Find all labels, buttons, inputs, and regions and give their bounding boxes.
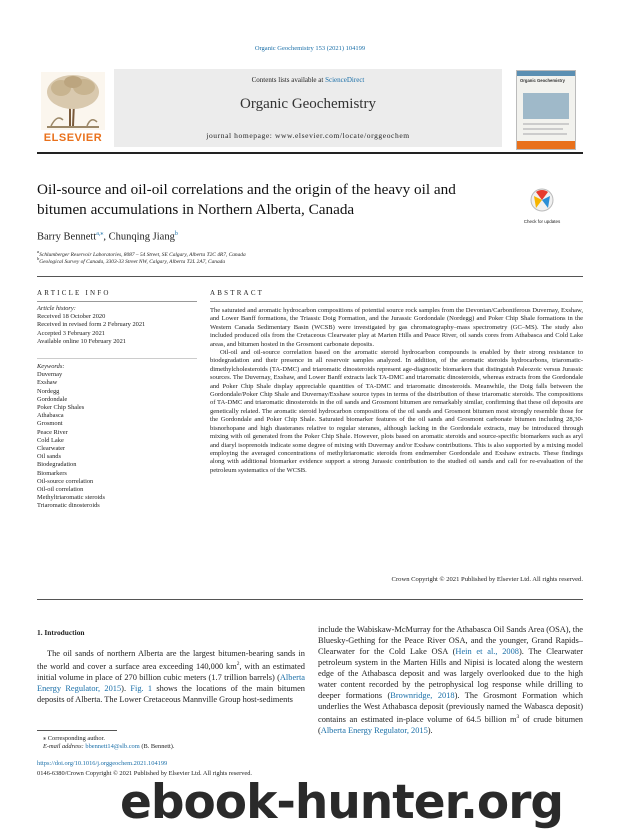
email-link[interactable]: bbennett14@slb.com xyxy=(85,743,140,750)
section-rule xyxy=(37,301,197,302)
contents-line: Contents lists available at ScienceDirect xyxy=(251,76,365,84)
body-paragraph: The oil sands of northern Alberta are the largest bitumen-bearing sands in the world and cover a surface area exceeding 140,000 $km^2$, with an estimated initial volume in place of 270 billion cubic meters (1.7 trillion barrels) (Alberta Energy Regulator, 2015). Fig. 1 shows the locations of the main bitumen deposits of Alberta. The Lower Cretaceous Mannville Group host-sediments xyxy=(37,649,305,704)
author-name: Barry Bennett xyxy=(37,231,97,243)
check-for-updates-button[interactable] xyxy=(523,188,561,224)
abstract-heading: ABSTRACT xyxy=(210,289,265,297)
keyword-item: Methyltriaromatic steroids xyxy=(37,494,105,502)
journal-reference-link[interactable]: Organic Geochemistry 153 (2021) 104199 xyxy=(254,45,366,52)
keyword-item: Exshaw xyxy=(37,379,58,387)
journal-homepage: journal homepage: www.elsevier.com/locate/orggeochem xyxy=(206,131,410,140)
sciencedirect-link[interactable]: ScienceDirect xyxy=(325,76,365,84)
crossmark-label: Check for updates xyxy=(523,219,561,224)
keyword-item: Nordegg xyxy=(37,387,60,395)
citation-link[interactable]: Hein et al., 2008 xyxy=(455,647,519,656)
author-marks[interactable]: a,⁎ xyxy=(96,231,104,237)
citation-link[interactable]: Brownridge, 2018 xyxy=(390,691,455,700)
abstract-rule xyxy=(37,599,583,600)
introduction-heading: 1. Introduction xyxy=(37,628,85,637)
history-entry: Received in revised form 2 February 2021 xyxy=(37,321,146,329)
elsevier-logo xyxy=(37,70,109,146)
history-label: Article history: xyxy=(37,305,76,312)
cover-title: Organic Geochemistry xyxy=(520,78,565,83)
elsevier-wordmark: ELSEVIER xyxy=(43,132,103,144)
cover-line xyxy=(523,133,567,135)
keyword-item: Clearwater xyxy=(37,445,66,453)
body-column-left xyxy=(37,648,305,705)
keyword-item: Peace River xyxy=(37,428,68,436)
abstract-paragraph: Oil-oil and oil-source correlation based on the aromatic steroid hydrocarbon compounds is enabled by their strong resistance to biodegradation and their presence in all reservoir samples analyzed. In addition, of the aromatic steroids hydrocarbons, triaromatic-dimethylcholesteroids (TA-DMC) and triaromatic dinosteroids represent age-diagnostic biomarkers that distinguish Paleozoic versus Jurassic sources. The Duvernay, Exshaw, and Lower Banff extracts lack TA-DMC and triaromatic dinosteroids, whereas extracts from the Gordondale and Poker Chip Shale display appreciable quantities of TA-DMC and triaromatic dinosteroids. Meanwhile, the Doig falls between the Gordondale/Poker Chip Shale and Duvernay/Exshaw source types in terms of the distribution of these triaromatic steroids. The compositions of TA-DMC and triaromatic dinosteroids in the oil sands and Grosmont bitumen are remarkably similar, confirming that these oil deposits are genetically related. The aromatic steroid hydrocarbon compositions of the oil sands and Grosmont bitumen most strongly resemble those for the Gordondale and Poker Chip Shale. Saturated biomarker features of the oil sands and Grosmont carbonate bitumen including 28,30-bisnorhopane and high diasteranes relative to regular steranes, although lacking in the Gordondale extracts, may be introduced through mixing with oil generated from the Poker Chip Shale. However, plots based on aromatic steroids and source-specific biomarkers such as aryl and diaryl isoprenoids indicate some degree of mixing with Duvernay and/or Exshaw contributions. This is also supported by a mixing model employing the averaged concentrations of methyltriaromatic steroids from endmember Gordondale and Exshaw extracts. These findings along with additional biomarker evidence support a strong Jurassic contribution to the studied oil sands and call for re-evaluation of the petroleum systematics of the WCSB. xyxy=(210,349,583,474)
body-column-right xyxy=(318,624,583,736)
abstract-paragraph: The saturated and aromatic hydrocarbon compositions of potential source rock samples from the Devonian/Carboniferous Duvernay, Exshaw, and Lower Banff formations, the Triassic Doig Formation, and the Jurassic Gordondale (Nordegg) and Poker Chip Shale formations in the Western Canada Sedimentary Basin (WCSB) were investigated by gas chromatography–mass spectrometry (GC–MS). The study also included produced oils from the Cretaceous Clearwater play at Marten Hills and Peace River, oil sands cores from Athabasca and Cold Lake areas, and bitumen hosted in the Grosmont carbonate deposits. xyxy=(210,307,583,348)
cover-band xyxy=(517,71,575,76)
citation-link[interactable]: Alberta Energy Regulator, 2015 xyxy=(37,672,305,693)
journal-name: Organic Geochemistry xyxy=(240,96,376,112)
author-marks[interactable]: b xyxy=(174,231,178,237)
history-entry: Available online 10 February 2021 xyxy=(37,337,126,345)
keyword-item: Oil sands xyxy=(37,453,61,461)
keyword-item: Cold Lake xyxy=(37,436,64,444)
cover-image xyxy=(523,93,569,119)
affiliation: $^a$Schlumberger Reservoir Laboratories, 8087 – 54 Street, SE Calgary, Alberta T2C 4R7, Canada xyxy=(37,249,246,258)
body-paragraph: include the Wabiskaw-McMurray for the Athabasca Oil Sands Area (OSA), the Bluesky-Gething for the Peace River OSA, and the younger, Grand Rapids–Clearwater for the Cold Lake OSA (Hein et al., 2008). The Clearwater petroleum system in the Marten Hills and Nipisi is located along the western edge of the Athabasca deposit and was largely overlooked due to the high water content recorded by the petrophysical log response while drilling to deeper formations (Brownridge, 2018). The Grosmont Formation which underlies the West Athabasca deposit (previously named the Wabasca deposit) contains an estimated in-place volume of 64.5 billion $m^3$ of crude bitumen (Alberta Energy Regulator, 2015). xyxy=(318,625,584,735)
footnote-rule xyxy=(37,730,117,731)
journal-cover-thumbnail xyxy=(516,70,576,150)
author-name: Chunqing Jiang xyxy=(108,231,175,243)
doi-link[interactable]: https://doi.org/10.1016/j.orggeochem.2021.104199 xyxy=(37,760,168,767)
history-entry: Accepted 3 February 2021 xyxy=(37,329,105,337)
keyword-item: Athabasca xyxy=(37,412,64,420)
keywords-label: Keywords: xyxy=(37,363,65,370)
abstract-text xyxy=(210,307,583,475)
author-list: Barry Bennett$^{a,⁎}$, Chunqing Jiang$^b$ xyxy=(37,231,178,243)
article-title: Oil-source and oil-oil correlations and the origin of the heavy oil and bitumen accumulations in Northern Alberta, Canada xyxy=(37,181,456,218)
figure-link[interactable]: Fig. 1 xyxy=(130,683,153,693)
keyword-item: Oil-source correlation xyxy=(37,477,94,485)
section-rule xyxy=(210,301,583,302)
affiliation-rule xyxy=(37,276,583,277)
affiliation: $^b$Geological Survey of Canada, 3303-33 Street NW, Calgary, Alberta T2L 2A7, Canada xyxy=(37,256,226,265)
keyword-item: Biodegradation xyxy=(37,461,77,469)
article-history xyxy=(37,305,197,346)
history-entry: Received 18 October 2020 xyxy=(37,313,106,321)
keywords-block xyxy=(37,363,197,511)
keyword-item: Gordondale xyxy=(37,395,68,403)
issn-line: 0146-6380/Crown Copyright © 2021 Published by Elsevier Ltd. All rights reserved. xyxy=(37,770,253,777)
email-note: E-mail address: bbennett14@slb.com (B. Bennett). xyxy=(43,743,175,750)
copyright-notice: Crown Copyright © 2021 Published by Elsevier Ltd. All rights reserved. xyxy=(391,576,583,583)
article-info-heading: ARTICLE INFO xyxy=(37,289,111,297)
keyword-item: Duvernay xyxy=(37,371,63,379)
cover-line xyxy=(523,128,563,130)
cover-footer-band xyxy=(517,141,575,149)
keyword-rule xyxy=(37,358,197,359)
citation-link[interactable]: Alberta Energy Regulator, 2015 xyxy=(320,725,428,735)
keyword-item: Triaromatic dinosteroids xyxy=(37,502,100,510)
cover-line xyxy=(523,123,569,125)
corresponding-author-note: ⁎ Corresponding author. xyxy=(43,735,105,742)
journal-homepage-link[interactable]: www.elsevier.com/locate/orggeochem xyxy=(274,131,410,140)
keyword-item: Biomarkers xyxy=(37,469,67,477)
header-rule xyxy=(37,152,583,154)
crossmark-icon xyxy=(523,188,561,214)
watermark-text: ebook-hunter.org xyxy=(120,775,564,830)
keyword-item: Oil-oil correlation xyxy=(37,486,84,494)
keyword-item: Poker Chip Shales xyxy=(37,404,85,412)
keyword-item: Grosmont xyxy=(37,420,63,428)
